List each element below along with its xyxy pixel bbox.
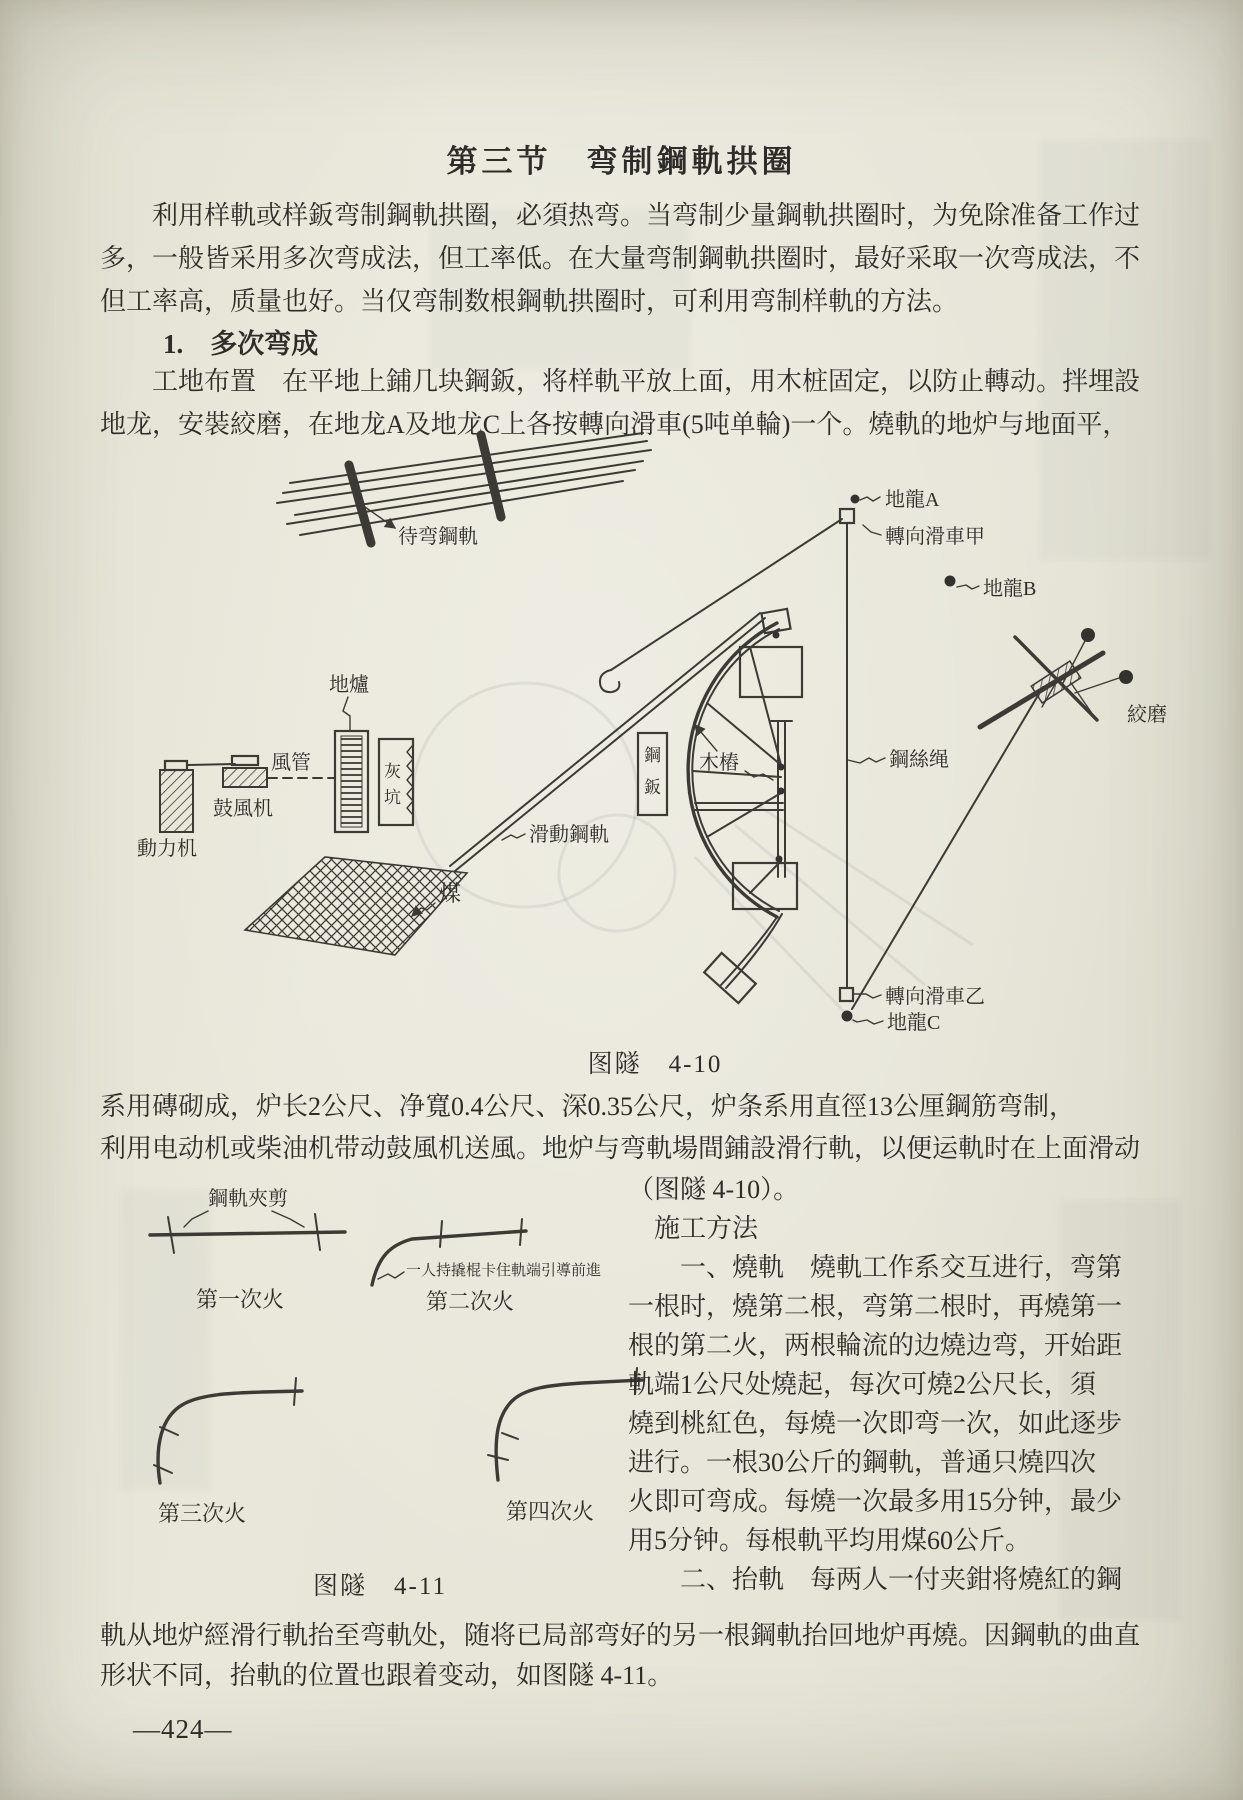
text-line: 一、燒軌 燒軌工作系交互进行，弯第 bbox=[628, 1253, 1123, 1282]
text-line: （图隧 4-10）。 bbox=[628, 1175, 800, 1204]
text-line: 火即可弯成。每燒一次最多用15分钟，最少 bbox=[628, 1487, 1123, 1516]
sliding-rail bbox=[450, 613, 765, 871]
guide-note-label: 一人持撬棍卡住軌端引導前進 bbox=[406, 1263, 602, 1279]
pulley-a-label: 轉向滑車甲 bbox=[885, 526, 985, 548]
text-line: 利用电动机或柴油机带动鼓風机送風。地炉与弯軌場間鋪設滑行軌，以便运軌时在上面滑动 bbox=[100, 1134, 1141, 1163]
text-line: 利用样軌或样鈑弯制鋼軌拱圈，必須热弯。当弯制少量鋼軌拱圈时，为免除准备工作过 bbox=[100, 201, 1141, 230]
ash-pit-label: 灰 bbox=[384, 762, 401, 781]
winch bbox=[980, 628, 1167, 727]
text-line: 多，一般皆采用多次弯成法，但工率低。在大量弯制鋼軌拱圈时，最好采取一次弯成法，不 bbox=[100, 244, 1141, 273]
coal-label: 煤 bbox=[439, 881, 462, 906]
fire-stage-1-sketch bbox=[150, 1187, 345, 1312]
wind-pipe-label: 風管 bbox=[271, 752, 311, 774]
text-line: 軌从地炉經滑行軌抬至弯軌处，随将已局部弯好的另一根鋼軌抬回地炉再燒。因鋼軌的曲直 bbox=[100, 1621, 1141, 1650]
ground-anchor-b bbox=[945, 576, 1037, 601]
rail-clamp-label: 鋼軌夾剪 bbox=[208, 1188, 288, 1210]
bottom-paragraph bbox=[100, 1616, 1140, 1696]
text-line: 进行。一根30公斤的鋼軌，普通只燒四次 bbox=[628, 1448, 1097, 1477]
fire-stage-4-label: 第四次火 bbox=[506, 1499, 595, 1524]
wire-rope-label: 鋼絲绳 bbox=[889, 749, 949, 771]
coal-pile bbox=[245, 857, 467, 955]
text-line: 但工率高，质量也好。当仅弯制数根鋼軌拱圈时，可利用弯制样軌的方法。 bbox=[100, 287, 959, 316]
wind-pipe bbox=[268, 751, 335, 778]
ash-pit-label: 坑 bbox=[384, 788, 401, 807]
cable-with-hook bbox=[600, 519, 842, 692]
figure-4-10-caption: 图隧 4-10 bbox=[587, 1051, 723, 1078]
text-line: 施工方法 bbox=[628, 1214, 759, 1243]
wood-pile-callout bbox=[695, 725, 773, 780]
fire-stage-4-sketch bbox=[488, 1368, 642, 1524]
page-number: —424— bbox=[133, 1714, 233, 1744]
power-machine bbox=[137, 761, 197, 860]
drive-rod bbox=[188, 764, 235, 765]
text-line: 地龙，安裝絞磨，在地龙A及地龙C上各按轉向滑車(5吨单輪)一个。燒軌的地炉与地面平， bbox=[100, 410, 1129, 439]
right-column-text bbox=[628, 1170, 1148, 1599]
wood-pile-label: 木樁 bbox=[699, 752, 739, 774]
ground-anchor-a bbox=[840, 488, 985, 548]
ground-anchor-b-label: 地龍B bbox=[983, 578, 1037, 600]
rails-to-bend-label: 待弯鋼軌 bbox=[398, 526, 478, 548]
furnace-paragraph bbox=[100, 1086, 1140, 1170]
figure-4-10-diagram bbox=[95, 425, 1215, 1037]
text-line: 工地布置 在平地上鋪几块鋼鈑，将样軌平放上面，用木桩固定，以防止轉动。拌埋設 bbox=[100, 367, 1141, 396]
figure-4-11-diagram bbox=[110, 1165, 650, 1565]
winch-label: 絞磨 bbox=[1127, 704, 1167, 726]
ground-anchor-c-label: 地龍C bbox=[887, 1012, 941, 1034]
text-line: 用5分钟。每根軌平均用煤60公斤。 bbox=[628, 1526, 1032, 1555]
ground-furnace bbox=[329, 673, 369, 832]
winch-cable bbox=[852, 687, 1043, 1009]
steel-plate bbox=[638, 733, 667, 815]
power-machine-label: 動力机 bbox=[137, 838, 197, 860]
text-line: 形状不同，抬軌的位置也跟着变动，如图隧 4-11。 bbox=[100, 1661, 674, 1690]
subsection-heading: 1. 多次弯成 bbox=[163, 329, 319, 359]
fire-stage-3-label: 第三次火 bbox=[158, 1501, 247, 1526]
ash-pit bbox=[379, 739, 413, 825]
ground-furnace-label: 地爐 bbox=[329, 674, 369, 696]
rails-to-bend-callout bbox=[365, 507, 478, 548]
text-line: 燒到桃紅色，每燒一次即弯一次，如此逐步 bbox=[628, 1409, 1123, 1438]
blower bbox=[213, 756, 273, 820]
ground-anchor-a-label: 地龍A bbox=[885, 489, 940, 511]
fire-stage-3-sketch bbox=[154, 1378, 302, 1526]
text-line: 軌端1公尺处燒起，每次可燒2公尺长，須 bbox=[628, 1370, 1097, 1399]
pulley-b-label: 轉向滑車乙 bbox=[885, 986, 985, 1008]
fire-stage-2-sketch bbox=[372, 1219, 601, 1314]
text-line: 二、抬軌 每两人一付夹鉗将燒紅的鋼 bbox=[628, 1565, 1123, 1594]
blower-label: 鼓風机 bbox=[213, 798, 273, 820]
figure-4-11-caption: 图隧 4-11 bbox=[313, 1573, 447, 1600]
steel-plate-label: 鋼 bbox=[644, 746, 661, 765]
steel-plate-label: 鈑 bbox=[644, 778, 661, 797]
fire-stage-2-label: 第二次火 bbox=[426, 1289, 515, 1314]
intro-paragraph bbox=[100, 194, 1140, 323]
text-line: 根的第二火，两根輪流的边燒边弯，开始距 bbox=[628, 1331, 1123, 1360]
text-line: 一根时，燒第二根，弯第二根时，再燒第一 bbox=[628, 1292, 1123, 1321]
fire-stage-1-label: 第一次火 bbox=[196, 1287, 285, 1312]
text-line: 系用磚砌成，炉长2公尺、净寬0.4公尺、深0.35公尺，炉条系用直徑13公厘鋼筋弯制， bbox=[100, 1092, 1076, 1121]
page-title: 第三节 弯制鋼軌拱圈 bbox=[446, 144, 797, 179]
sliding-rail-label: 滑動鋼軌 bbox=[529, 824, 609, 846]
